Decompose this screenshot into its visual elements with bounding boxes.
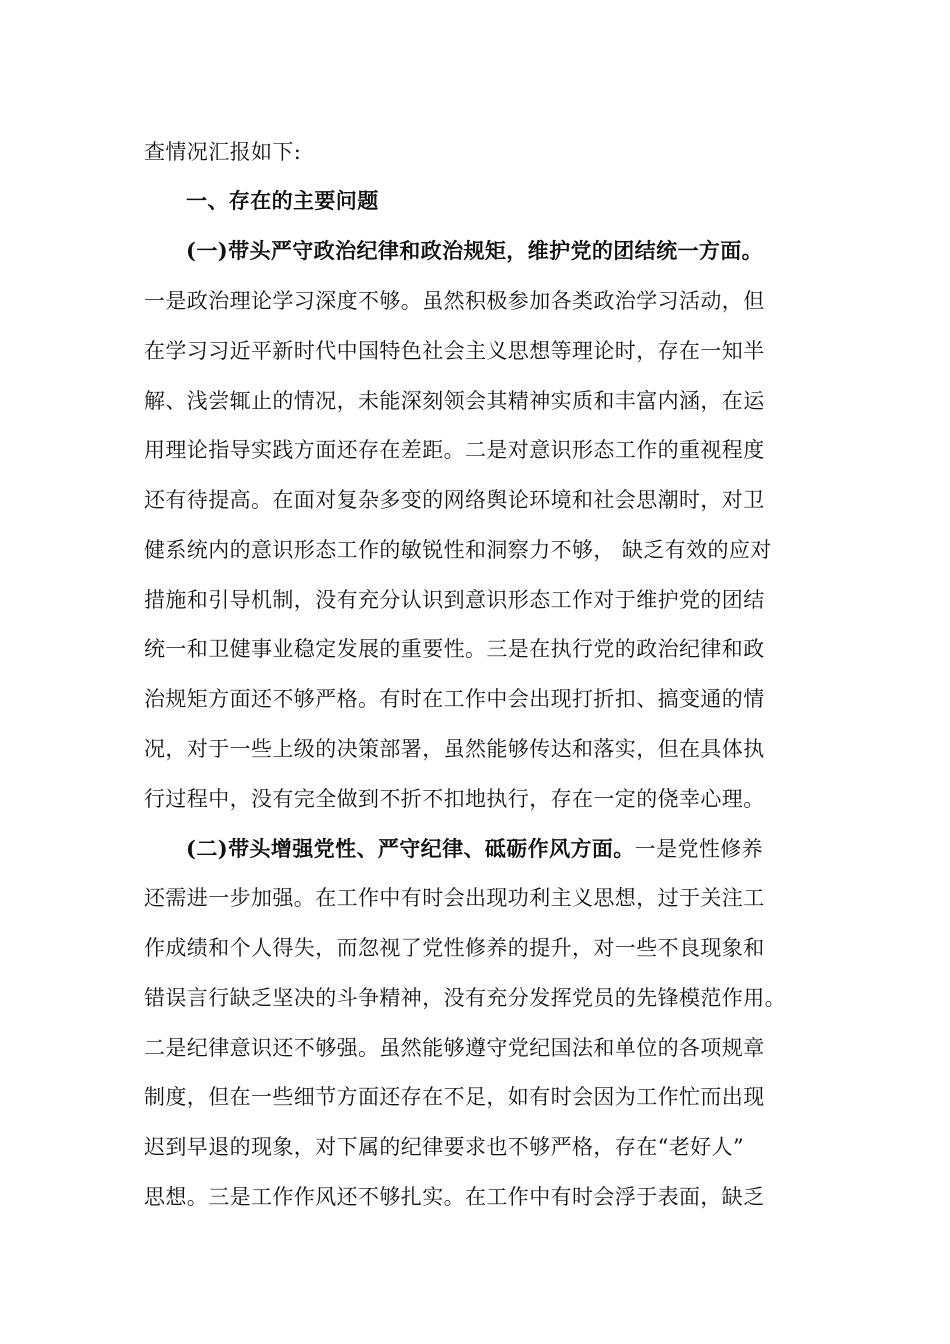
text-line: 行过程中，没有完全做到不折不扣地执行，存在一定的侥幸心理。 <box>144 787 765 811</box>
text-line: 解、浅尝辄止的情况，未能深刻领会其精神实质和丰富内涵，在运 <box>144 389 765 413</box>
text-line: 错误言行缺乏坚决的斗争精神，没有充分发挥党员的先锋模范作用。 <box>144 986 786 1010</box>
text-line: 还需进一步加强。在工作中有时会出现功利主义思想，过于关注工 <box>144 886 765 910</box>
text-line: 还有待提高。在面对复杂多变的网络舆论环境和社会思潮时，对卫 <box>144 488 765 512</box>
subsection-heading: (一)带头严守政治纪律和政治规矩，维护党的团结统一方面。 <box>186 238 764 263</box>
text-line: 统一和卫健事业稳定发展的重要性。三是在执行党的政治纪律和政 <box>144 637 765 661</box>
text-line: 查情况汇报如下: <box>144 140 302 164</box>
text-line: 况，对于一些上级的决策部署，虽然能够传达和落实，但在具体执 <box>144 737 765 761</box>
text-line: 措施和引导机制，没有充分认识到意识形态工作对于维护党的团结 <box>144 588 765 612</box>
text-line: 制度，但在一些细节方面还存在不足，如有时会因为工作忙而出现 <box>144 1085 765 1109</box>
text-line: 在学习习近平新时代中国特色社会主义思想等理论时，存在一知半 <box>144 339 765 363</box>
subsection-text: 一是党性修养 <box>634 837 764 861</box>
text-line: 一是政治理论学习深度不够。虽然积极参加各类政治学习活动，但 <box>144 289 765 313</box>
text-line: 用理论指导实践方面还存在差距。二是对意识形态工作的重视程度 <box>144 438 765 462</box>
subsection-line <box>186 834 814 864</box>
text-line: 二是纪律意识还不够强。虽然能够遵守党纪国法和单位的各项规章 <box>144 1036 765 1060</box>
text-line: 迟到早退的现象，对下属的纪律要求也不够严格，存在“老好人” <box>144 1135 745 1159</box>
text-line: 治规矩方面还不够严格。有时在工作中会出现打折扣、搞变通的情 <box>144 687 765 711</box>
subsection-heading: (二)带头增强党性、严守纪律、砥砺作风方面。 <box>186 836 635 861</box>
text-line: 作成绩和个人得失，而忽视了党性修养的提升，对一些不良现象和 <box>144 936 765 960</box>
section-heading: 一、存在的主要问题 <box>186 188 379 213</box>
text-line: 思想。三是工作作风还不够扎实。在工作中有时会浮于表面，缺乏 <box>144 1185 765 1209</box>
text-line: 健系统内的意识形态工作的敏锐性和洞察力不够， 缺乏有效的应对 <box>144 538 772 562</box>
